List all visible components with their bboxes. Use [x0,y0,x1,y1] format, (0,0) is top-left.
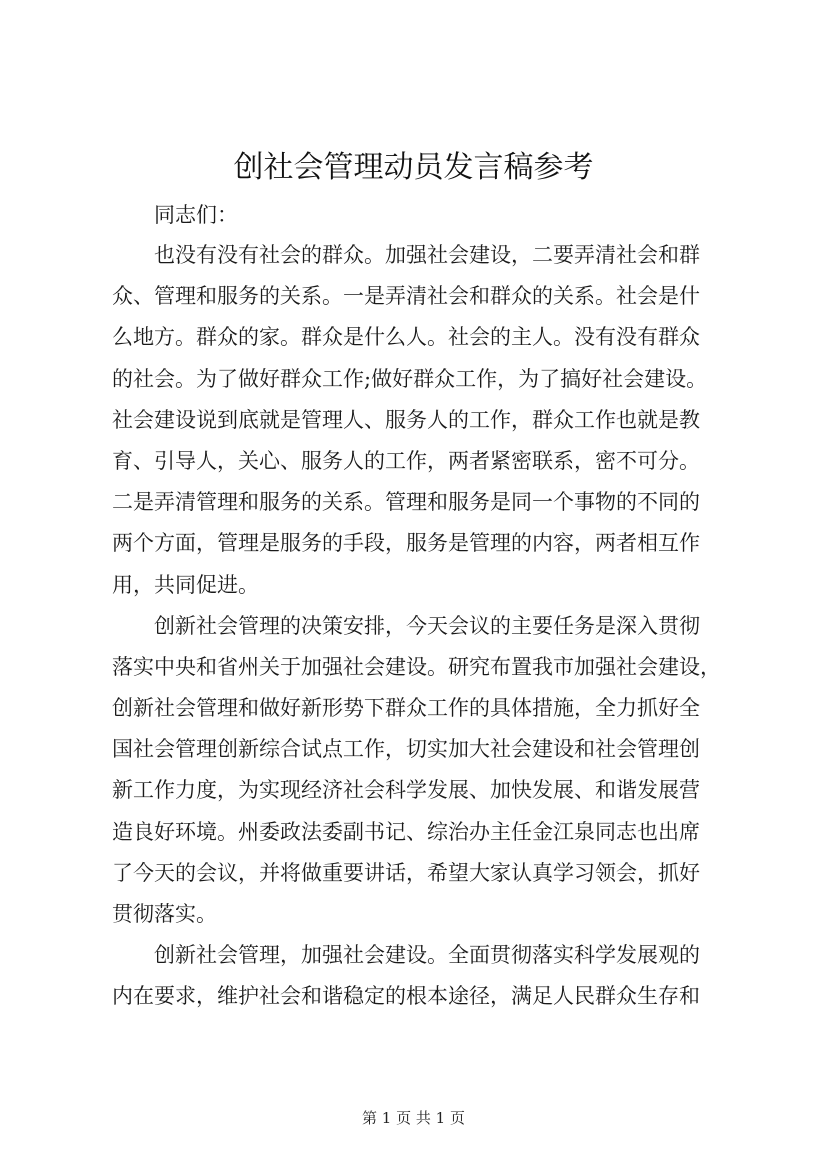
paragraph-line: 两个方面，管理是服务的手段，服务是管理的内容，两者相互作 [112,531,700,556]
paragraph-2 [112,606,732,936]
document-title: 创社会管理动员发言稿参考 [233,150,594,185]
paragraph-line: 内在要求，维护社会和谐稳定的根本途径，满足人民群众生存和 [112,984,700,1009]
paragraph-line: 创新社会管理和做好新形势下群众工作的具体措施，全力抓好全 [112,696,700,721]
paragraph-line: 社会建设说到底就是管理人、服务人的工作，群众工作也就是教 [112,407,700,432]
paragraph-3 [112,935,732,1017]
paragraph-line: 创新社会管理的决策安排，今天会议的主要任务是深入贯彻 [154,613,700,638]
paragraph-line: 也没有没有社会的群众。加强社会建设，二要弄清社会和群 [154,243,700,267]
paragraph-line: 国社会管理创新综合试点工作，切实加大社会建设和社会管理创 [112,737,700,762]
paragraph-line: 的社会。为了做好群众工作;做好群众工作，为了搞好社会建设。 [112,366,708,391]
paragraph-line: 众、管理和服务的关系。一是弄清社会和群众的关系。社会是什 [112,284,700,309]
paragraph-line: 新工作力度，为实现经济社会科学发展、加快发展、和谐发展营 [112,778,700,803]
paragraph-line: 育、引导人，关心、服务人的工作，两者紧密联系，密不可分。 [112,448,700,473]
paragraph-1 [112,235,732,606]
paragraph-line: 么地方。群众的家。群众是什么人。社会的主人。没有没有群众 [112,325,700,350]
document-body [112,195,732,1018]
page-number-footer: 第 1 页 共 1 页 [362,1109,465,1127]
paragraph-line: 落实中央和省州关于加强社会建设。研究布置我市加强社会建设， [112,654,721,679]
paragraph-line: 用，共同促进。 [112,572,259,597]
paragraph-line: 创新社会管理，加强社会建设。全面贯彻落实科学发展观的 [154,943,700,968]
paragraph-line: 了今天的会议，并将做重要讲话，希望大家认真学习领会，抓好 [112,860,700,885]
paragraph-line: 造良好环境。州委政法委副书记、综治办主任金江泉同志也出席 [112,819,700,844]
paragraph-line: 贯彻落实。 [112,902,217,926]
paragraph-line: 二是弄清管理和服务的关系。管理和服务是同一个事物的不同的 [112,490,700,515]
salutation: 同志们： [154,203,238,227]
